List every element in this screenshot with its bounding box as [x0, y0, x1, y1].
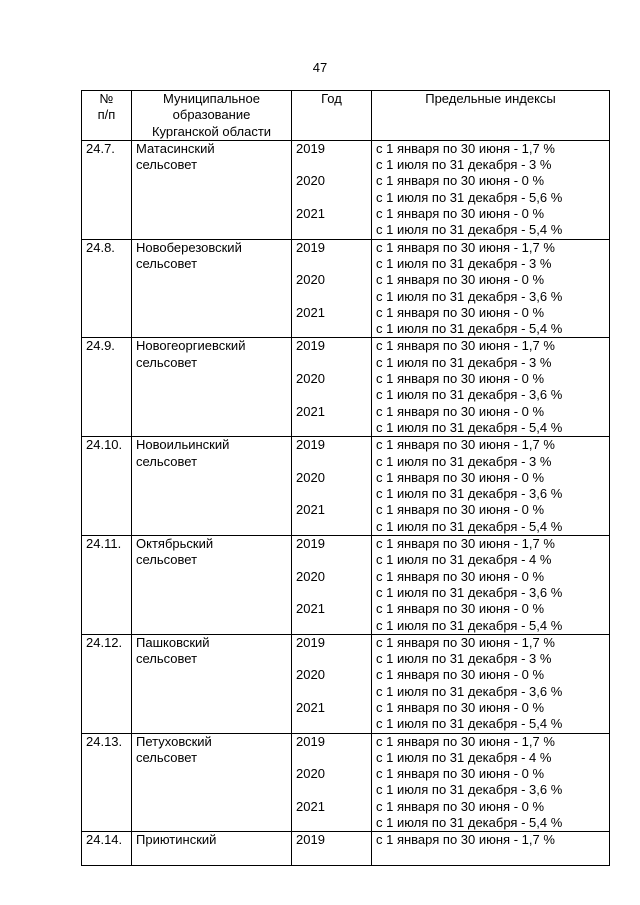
- row-number: 24.12.: [82, 634, 132, 733]
- year-cell: [292, 239, 372, 338]
- index-line: с 1 января по 30 июня - 0 %: [376, 403, 545, 419]
- index-line: с 1 июля по 31 декабря - 4 %: [376, 749, 552, 765]
- municipality-name-line: Новоберезовский: [136, 239, 242, 255]
- index-line: с 1 июля по 31 декабря - 3,6 %: [376, 584, 563, 600]
- table-row: [82, 536, 610, 635]
- municipality-name-line: сельсовет: [136, 552, 198, 568]
- year-value: 2021: [296, 502, 325, 518]
- index-line: с 1 января по 30 июня - 0 %: [376, 371, 545, 387]
- index-line: с 1 января по 30 июня - 0 %: [376, 766, 545, 782]
- year-cell: [292, 338, 372, 437]
- indices-cell: [372, 239, 610, 338]
- index-line: с 1 января по 30 июня - 1,7 %: [376, 338, 555, 354]
- indices-cell: [372, 634, 610, 733]
- index-line: с 1 июля по 31 декабря - 3 %: [376, 651, 552, 667]
- year-value: 2021: [296, 403, 325, 419]
- index-line: с 1 января по 30 июня - 0 %: [376, 173, 545, 189]
- indices-cell: [372, 140, 610, 239]
- header-year: Год: [292, 91, 372, 141]
- index-line: с 1 июля по 31 декабря - 3,6 %: [376, 683, 563, 699]
- indices-cell: [372, 437, 610, 536]
- index-line: с 1 января по 30 июня - 1,7 %: [376, 832, 555, 848]
- index-line: с 1 июля по 31 декабря - 3 %: [376, 453, 552, 469]
- header-municipality-line: образование: [172, 107, 251, 123]
- municipality-name: [132, 733, 292, 832]
- table-header: [82, 91, 610, 141]
- municipality-name: [132, 634, 292, 733]
- year-value: 2020: [296, 173, 325, 189]
- index-line: с 1 января по 30 июня - 0 %: [376, 568, 545, 584]
- year-value: 2020: [296, 568, 325, 584]
- year-value: 2020: [296, 667, 325, 683]
- index-line: с 1 января по 30 июня - 0 %: [376, 699, 545, 715]
- year-value: 2019: [296, 733, 325, 749]
- index-line: с 1 января по 30 июня - 0 %: [376, 667, 545, 683]
- table-row: [82, 832, 610, 866]
- municipality-name-line: Новогеоргиевский: [136, 338, 246, 354]
- year-cell: [292, 536, 372, 635]
- year-value: 2019: [296, 536, 325, 552]
- municipality-name-line: сельсовет: [136, 651, 198, 667]
- header-indices: Предельные индексы: [372, 91, 610, 141]
- year-value: 2020: [296, 469, 325, 485]
- year-value: 2021: [296, 798, 325, 814]
- row-number: 24.13.: [82, 733, 132, 832]
- header-municipality: [132, 91, 292, 141]
- index-line: с 1 июля по 31 декабря - 3 %: [376, 354, 552, 370]
- index-line: с 1 июля по 31 декабря - 5,4 %: [376, 222, 563, 238]
- index-line: с 1 января по 30 июня - 1,7 %: [376, 239, 555, 255]
- index-line: с 1 января по 30 июня - 0 %: [376, 206, 545, 222]
- index-line: с 1 июля по 31 декабря - 3,6 %: [376, 288, 563, 304]
- municipality-name-line: Новоильинский: [136, 437, 230, 453]
- year-value: 2019: [296, 634, 325, 650]
- year-value: 2021: [296, 601, 325, 617]
- row-number: 24.8.: [82, 239, 132, 338]
- indices-cell: [372, 338, 610, 437]
- row-number: 24.11.: [82, 536, 132, 635]
- header-municipality-line: Курганской области: [151, 123, 272, 139]
- municipality-name-line: сельсовет: [136, 749, 198, 765]
- municipality-name: [132, 338, 292, 437]
- row-number: 24.10.: [82, 437, 132, 536]
- year-value: 2020: [296, 766, 325, 782]
- municipality-name-line: сельсовет: [136, 354, 198, 370]
- index-line: с 1 января по 30 июня - 1,7 %: [376, 536, 555, 552]
- index-line: с 1 января по 30 июня - 0 %: [376, 304, 545, 320]
- year-value: 2019: [296, 437, 325, 453]
- municipality-name-line: Октябрьский: [136, 536, 214, 552]
- municipality-name: [132, 239, 292, 338]
- index-line: с 1 января по 30 июня - 1,7 %: [376, 140, 555, 156]
- row-number: 24.7.: [82, 140, 132, 239]
- table-row: [82, 239, 610, 338]
- indices-cell: [372, 536, 610, 635]
- year-cell: [292, 140, 372, 239]
- index-line: с 1 июля по 31 декабря - 3 %: [376, 255, 552, 271]
- index-line: с 1 июля по 31 декабря - 3,6 %: [376, 387, 563, 403]
- municipality-name-line: Матасинский: [136, 140, 215, 156]
- index-line: с 1 января по 30 июня - 0 %: [376, 469, 545, 485]
- header-num-line: №: [99, 91, 114, 106]
- year-value: 2019: [296, 832, 325, 848]
- index-line: с 1 июля по 31 декабря - 5,4 %: [376, 419, 563, 435]
- index-line: с 1 июля по 31 декабря - 5,4 %: [376, 321, 563, 337]
- year-value: 2020: [296, 371, 325, 387]
- tariff-index-table: [81, 90, 610, 866]
- year-cell: [292, 437, 372, 536]
- header-num-line: п/п: [97, 107, 116, 123]
- year-value: 2021: [296, 206, 325, 222]
- indices-cell: [372, 832, 610, 866]
- municipality-name-line: сельсовет: [136, 453, 198, 469]
- table-row: [82, 634, 610, 733]
- year-value: 2021: [296, 304, 325, 320]
- index-line: с 1 января по 30 июня - 0 %: [376, 601, 545, 617]
- indices-cell: [372, 733, 610, 832]
- year-cell: [292, 733, 372, 832]
- page-number: 47: [312, 60, 328, 75]
- year-cell: [292, 634, 372, 733]
- table-row: [82, 733, 610, 832]
- index-line: с 1 июля по 31 декабря - 5,4 %: [376, 716, 563, 732]
- index-line: с 1 июля по 31 декабря - 5,6 %: [376, 189, 563, 205]
- municipality-name: [132, 536, 292, 635]
- year-value: 2019: [296, 338, 325, 354]
- index-line: с 1 июля по 31 декабря - 3 %: [376, 157, 552, 173]
- index-line: с 1 января по 30 июня - 1,7 %: [376, 634, 555, 650]
- index-line: с 1 января по 30 июня - 1,7 %: [376, 733, 555, 749]
- municipality-name-line: сельсовет: [136, 255, 198, 271]
- municipality-name-line: Пашковский: [136, 634, 210, 650]
- table-row: [82, 437, 610, 536]
- index-line: с 1 января по 30 июня - 0 %: [376, 502, 545, 518]
- municipality-name-line: сельсовет: [136, 157, 198, 173]
- municipality-name-line: Приютинский: [136, 832, 217, 848]
- year-value: 2019: [296, 140, 325, 156]
- index-line: с 1 января по 30 июня - 0 %: [376, 272, 545, 288]
- year-value: 2019: [296, 239, 325, 255]
- year-value: 2021: [296, 699, 325, 715]
- municipality-name: [132, 437, 292, 536]
- municipality-name: [132, 832, 292, 866]
- index-line: с 1 июля по 31 декабря - 5,4 %: [376, 518, 563, 534]
- municipality-name-line: Петуховский: [136, 733, 212, 749]
- index-line: с 1 июля по 31 декабря - 3,6 %: [376, 486, 563, 502]
- index-line: с 1 января по 30 июня - 1,7 %: [376, 437, 555, 453]
- table-body: [82, 140, 610, 865]
- index-line: с 1 июля по 31 декабря - 4 %: [376, 552, 552, 568]
- row-number: 24.9.: [82, 338, 132, 437]
- index-line: с 1 июля по 31 декабря - 3,6 %: [376, 782, 563, 798]
- table-row: [82, 140, 610, 239]
- index-line: с 1 июля по 31 декабря - 5,4 %: [376, 815, 563, 831]
- year-value: 2020: [296, 272, 325, 288]
- row-number: 24.14.: [82, 832, 132, 866]
- header-num: [82, 91, 132, 141]
- table-row: [82, 338, 610, 437]
- header-municipality-line: Муниципальное: [163, 91, 260, 106]
- year-cell: [292, 832, 372, 866]
- index-line: с 1 января по 30 июня - 0 %: [376, 798, 545, 814]
- index-line: с 1 июля по 31 декабря - 5,4 %: [376, 617, 563, 633]
- municipality-name: [132, 140, 292, 239]
